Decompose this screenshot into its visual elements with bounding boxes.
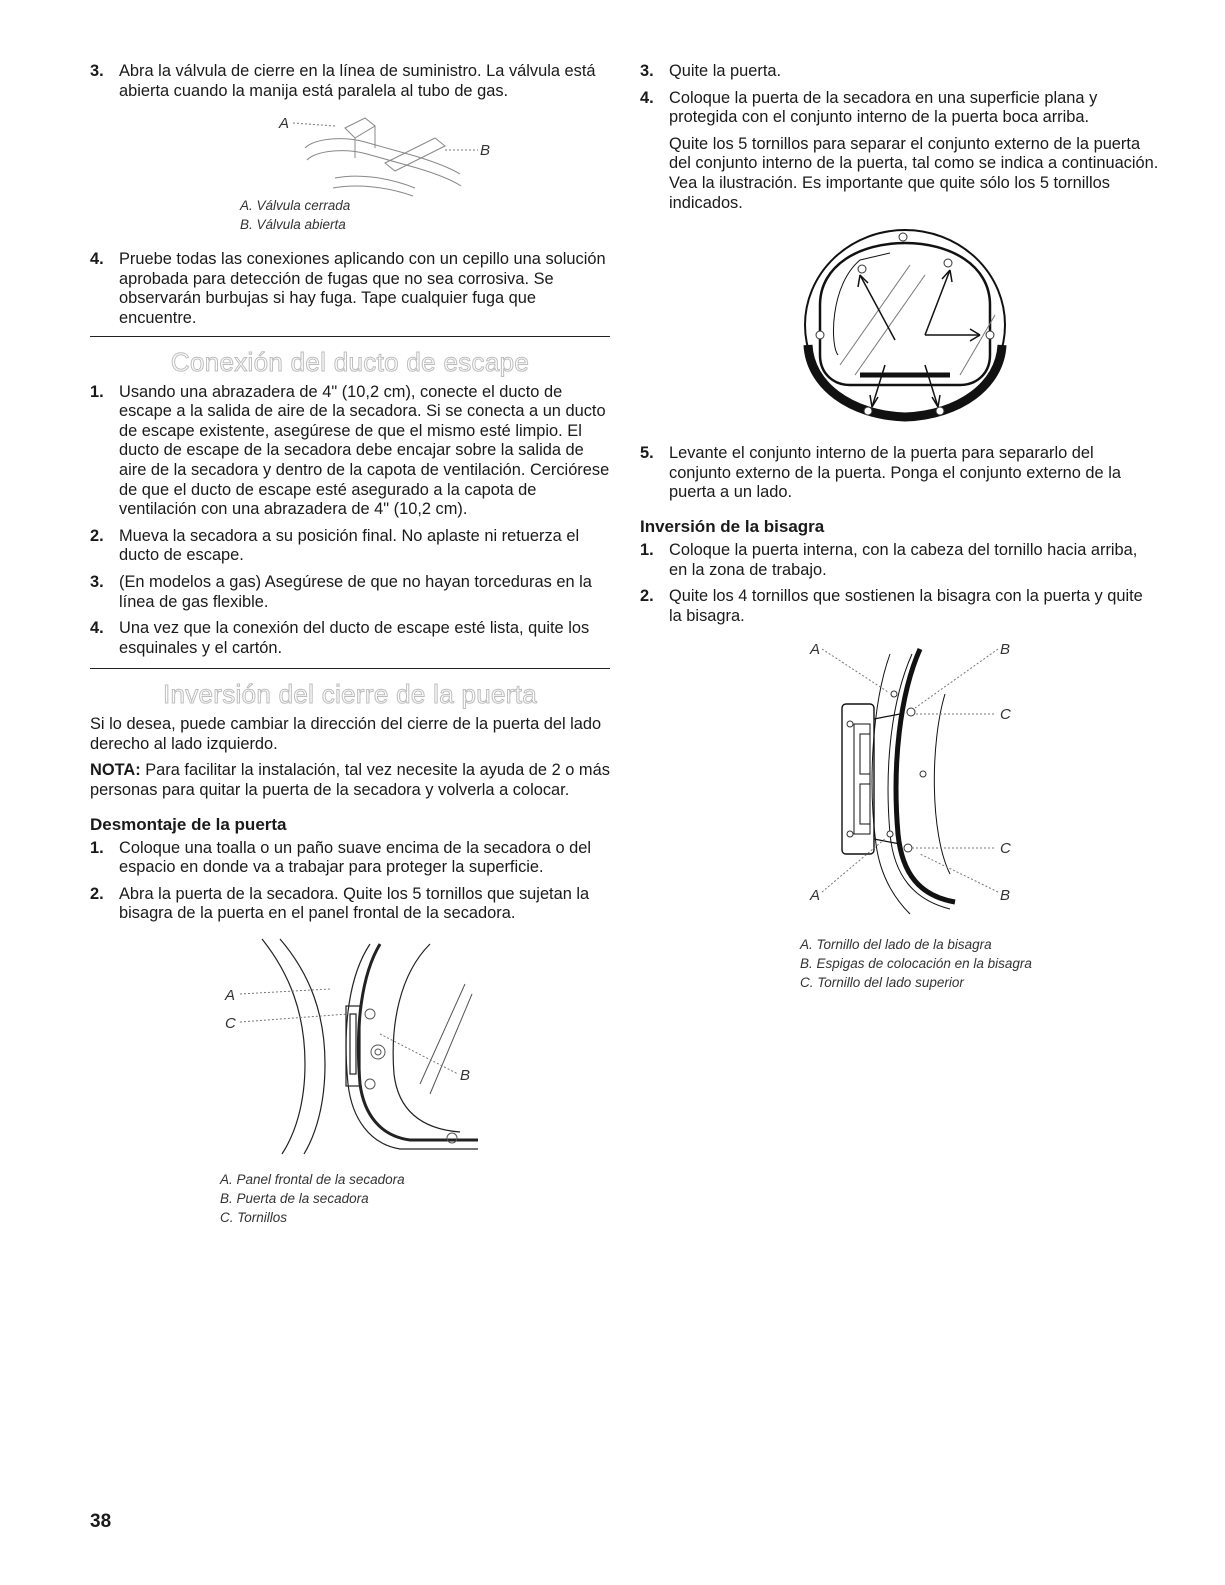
door-intro: Si lo desea, puede cambiar la dirección del cierre de la puerta del lado derecho al lado izquierdo. xyxy=(90,715,602,753)
list-item xyxy=(640,587,1160,626)
step-text: Abra la válvula de cierre en la línea de suministro. La válvula está abierta cuando la manija está paralela al tubo de gas. xyxy=(119,62,596,100)
step-number: 2. xyxy=(90,884,104,903)
step-number: 1. xyxy=(90,382,104,401)
hinge-illustration xyxy=(780,634,1030,924)
list-item xyxy=(90,885,610,924)
hinge-captions xyxy=(800,935,1160,992)
step-text: Quite los 4 tornillos que sostienen la bisagra con la puerta y quite la bisagra. xyxy=(669,587,1143,625)
hinge-label-b-top: B xyxy=(1000,641,1011,659)
step-number: 5. xyxy=(640,444,654,463)
step-text: Pruebe todas las conexiones aplicando con un cepillo una solución aprobada para detección de fugas que no sea corrosiva. Se observarán burbujas si hay fuga. Tape cualquier fuga que encuentre. xyxy=(119,250,606,327)
hinge-label-c-top: C xyxy=(1000,706,1011,724)
list-item xyxy=(90,383,610,520)
valve-label-a: A xyxy=(279,115,290,133)
door-screws-figure xyxy=(800,225,1160,430)
door-note xyxy=(90,761,610,800)
hinge-label-a-bottom: A xyxy=(810,887,821,905)
list-item xyxy=(90,573,610,612)
list-item xyxy=(90,619,610,658)
list-item xyxy=(640,541,1160,580)
caption-line: A. Válvula cerrada xyxy=(240,198,351,214)
step-text: Quite la puerta. xyxy=(669,62,782,80)
step-number: 4. xyxy=(90,250,104,269)
section-title-exhaust: Conexión del ducto de escape xyxy=(170,346,530,377)
step-text: (En modelos a gas) Asegúrese de que no hayan torceduras en la línea de gas flexible. xyxy=(119,572,592,611)
caption-line: A. Tornillo del lado de la bisagra xyxy=(800,937,992,953)
hinge-label-c-bottom: C xyxy=(1000,840,1011,858)
section-divider xyxy=(90,336,610,337)
step-number: 3. xyxy=(90,572,104,591)
list-item xyxy=(90,527,610,566)
step-number: 1. xyxy=(640,540,654,559)
step-number: 3. xyxy=(640,62,654,80)
caption-line: B. Espigas de colocación en la bisagra xyxy=(800,956,1032,972)
step-number: 4. xyxy=(90,619,104,638)
valve-label-b: B xyxy=(480,142,491,160)
valve-figure xyxy=(160,108,610,234)
step-number: 4. xyxy=(640,88,654,107)
list-item xyxy=(640,62,1160,82)
note-label: NOTA: xyxy=(90,761,141,780)
page-number: 38 xyxy=(90,1511,112,1532)
hinge-label-a-top: A xyxy=(810,641,821,659)
list-item xyxy=(90,839,610,878)
step-number: 3. xyxy=(90,62,104,80)
door-label-c: C xyxy=(225,1015,236,1033)
hinge-figure xyxy=(780,634,1160,992)
list-item xyxy=(640,89,1160,214)
step-number: 1. xyxy=(90,838,104,857)
section-title-door: Inversión del cierre de la puerta xyxy=(162,679,538,710)
caption-line: B. Válvula abierta xyxy=(240,217,346,233)
step-text: Una vez que la conexión del ducto de escape esté lista, quite los esquinales y el cartón. xyxy=(119,619,590,657)
step-text: Coloque la puerta de la secadora en una superficie plana y protegida con el conjunto interno de la puerta boca arriba. xyxy=(669,88,1098,127)
step-text: Levante el conjunto interno de la puerta para separarlo del conjunto externo de la puerta. Ponga el conjunto externo de la puerta a un lado. xyxy=(669,444,1121,502)
section-divider xyxy=(90,668,610,669)
caption-line: B. Puerta de la secadora xyxy=(220,1191,369,1207)
valve-illustration xyxy=(275,108,495,198)
door-removal-illustration xyxy=(220,934,480,1159)
exhaust-steps xyxy=(90,383,610,659)
step-text: Mueva la secadora a su posición final. No aplaste ni retuerza el ducto de escape. xyxy=(119,526,580,565)
door-label-b: B xyxy=(460,1067,471,1085)
caption-line: C. Tornillo del lado superior xyxy=(800,975,964,991)
subhead-door-removal: Desmontaje de la puerta xyxy=(90,814,287,834)
note-text: Para facilitar la instalación, tal vez necesite la ayuda de 2 o más personas para quitar la puerta de la secadora y volverla a colocar. xyxy=(90,761,610,800)
right-column xyxy=(640,62,1160,992)
door-removal-figure xyxy=(220,934,610,1227)
caption-line: A. Panel frontal de la secadora xyxy=(220,1172,405,1188)
step-text: Coloque la puerta interna, con la cabeza del tornillo hacia arriba, en la zona de trabajo. xyxy=(669,540,1138,579)
door-screws-illustration xyxy=(800,225,1010,425)
step-text: Quite los 5 tornillos para separar el conjunto externo de la puerta del conjunto interno de la puerta, tal como se indica a continuación. Vea la ilustración. Es importante que quite sólo los 5 tornillos indicados. xyxy=(669,134,1159,212)
step-text: Usando una abrazadera de 4" (10,2 cm), conecte el ducto de escape a la salida de aire de la secadora. Si se conecta a un ducto de escape existente, asegúrese de que el mismo esté limpio. El ducto de escape de la secadora debe encajar sobre la salida de aire de la secadora y dentro de la capota de ventilación. Cerciórese de que el ducto de escape esté asegurado a la capota de ventilación con una abrazadera de 4" (10,2 cm). xyxy=(119,382,610,519)
caption-line: C. Tornillos xyxy=(220,1210,288,1226)
step-test-connections xyxy=(90,250,610,328)
step-number: 2. xyxy=(640,587,654,606)
door-label-a: A xyxy=(225,987,236,1005)
hinge-label-b-bottom: B xyxy=(1000,887,1011,905)
subhead-hinge-reversal: Inversión de la bisagra xyxy=(640,516,825,536)
step-open-gas-valve xyxy=(90,62,610,101)
step-text: Coloque una toalla o un paño suave encima de la secadora o del espacio en donde va a trabajar para proteger la superficie. xyxy=(119,838,592,877)
list-item xyxy=(640,444,1160,503)
step-text: Abra la puerta de la secadora. Quite los 5 tornillos que sujetan la bisagra de la puerta en el panel frontal de la secadora. xyxy=(119,884,590,923)
valve-captions xyxy=(240,196,610,234)
step-number: 2. xyxy=(90,526,104,545)
left-column xyxy=(90,62,610,1227)
door-removal-captions xyxy=(220,1170,610,1227)
